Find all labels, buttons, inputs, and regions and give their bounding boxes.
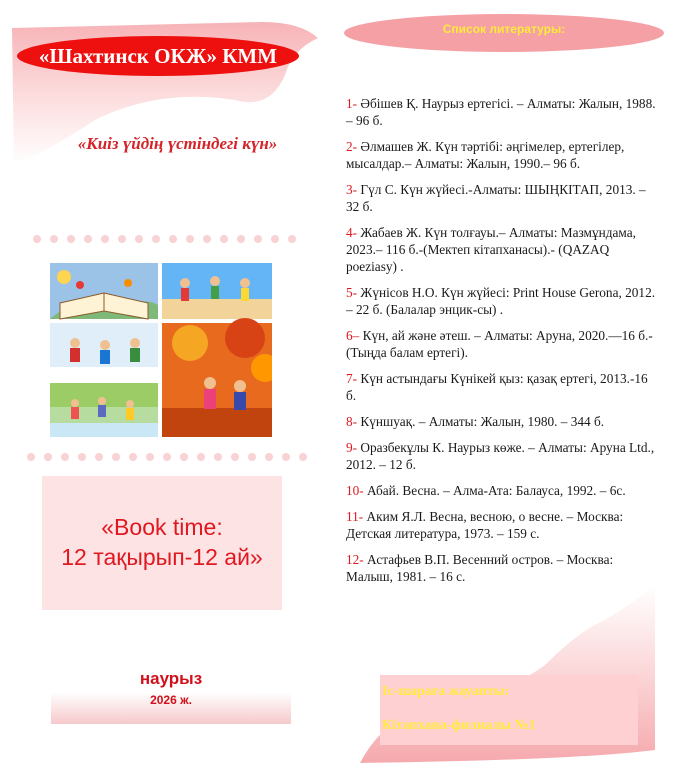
item-number: 11- (346, 509, 364, 524)
list-item (346, 482, 661, 499)
item-number: 5- (346, 285, 358, 300)
list-item (346, 508, 661, 542)
responsible-label: Іс-шараға жауапты: (382, 684, 510, 699)
item-text: Оразбекұлы К. Наурыз көже. – Алматы: Аруна Ltd., 2012. – 12 б. (346, 440, 655, 472)
illustration-collage (50, 263, 272, 437)
item-number: 1- (346, 96, 358, 111)
item-number: 8- (346, 414, 358, 429)
list-item (346, 224, 661, 275)
children-autumn-image (162, 318, 272, 437)
item-text: Әлмашев Ж. Күн тәртібі: әңгімелер, ертегілер, мысалдар.– Алматы: Жалын, 1990.– 96 б. (346, 139, 625, 171)
item-number: 2- (346, 139, 358, 154)
list-item (346, 413, 661, 430)
item-number: 12- (346, 552, 364, 567)
literature-header (344, 14, 664, 52)
children-winter-image (50, 323, 158, 379)
item-number: 4- (346, 225, 358, 240)
item-text: Әбішев Қ. Наурыз ертегісі. – Алматы: Жалын, 1988. – 96 б. (346, 96, 656, 128)
literature-list (346, 95, 661, 594)
item-number: 3- (346, 182, 358, 197)
item-number: 9- (346, 440, 358, 455)
event-title: «Киіз үйдің үстіндегі күн» (77, 134, 278, 153)
item-text: Гүл С. Күн жүйесі.-Алматы: ШЫҢКІТАП, 2013. – 32 б. (346, 182, 646, 214)
book-time-box (42, 476, 282, 610)
dotted-divider-top (33, 235, 296, 245)
book-time-line1: «Book time: (101, 514, 223, 541)
item-text: Күншуақ. – Алматы: Жалын, 1980. – 344 б. (357, 414, 605, 429)
list-item (346, 284, 661, 318)
list-item (346, 327, 661, 361)
list-item (346, 439, 661, 473)
list-item (346, 181, 661, 215)
list-item (346, 138, 661, 172)
item-number: 10- (346, 483, 364, 498)
item-text: Абай. Весна. – Алма-Ата: Балауса, 1992. – 6с. (363, 483, 626, 498)
list-item (346, 95, 661, 129)
item-text: Күн, ай және әтеш. – Алматы: Аруна, 2020.—16 б.- (Тыңда балам ертегі). (346, 328, 653, 360)
list-item (346, 551, 661, 585)
item-text: Жабаев Ж. Күн толғауы.– Алматы: Мазмұндама, 2023.– 116 б.-(Мектеп кітапханасы).- (QAZAQ poeziasy) . (346, 225, 636, 274)
year-label: 2026 ж. (150, 693, 192, 707)
item-number: 7- (346, 371, 358, 386)
item-text: Астафьев В.П. Весенний остров. – Москва: Малыш, 1981. – 16 с. (346, 552, 614, 584)
month-label: наурыз (139, 669, 203, 688)
item-number: 6– (346, 328, 360, 343)
item-text: Күн астындағы Күнікей қыз: қазақ ертегі, 2013.-16 б. (346, 371, 648, 403)
children-beach-image (162, 263, 272, 319)
item-text: Жүнісов Н.О. Күн жүйесі: Print House Gerona, 2012. – 22 б. (Балалар энцик-сы) . (346, 285, 656, 317)
item-text: Аким Я.Л. Весна, весною, о весне. – Москва: Детская литература, 1973. – 159 с. (346, 509, 624, 541)
responsible-branch: Кітапхана-филиалы №1 (382, 718, 536, 733)
literature-header-text: Список литературы: (442, 22, 566, 36)
children-park-image (50, 383, 158, 437)
book-time-line2: 12 тақырып-12 ай» (61, 544, 263, 570)
dotted-divider-bottom (27, 453, 307, 463)
organization-banner: «Шахтинск ОКЖ» КММ (17, 36, 299, 76)
open-book-image (50, 263, 158, 319)
list-item (346, 370, 661, 404)
